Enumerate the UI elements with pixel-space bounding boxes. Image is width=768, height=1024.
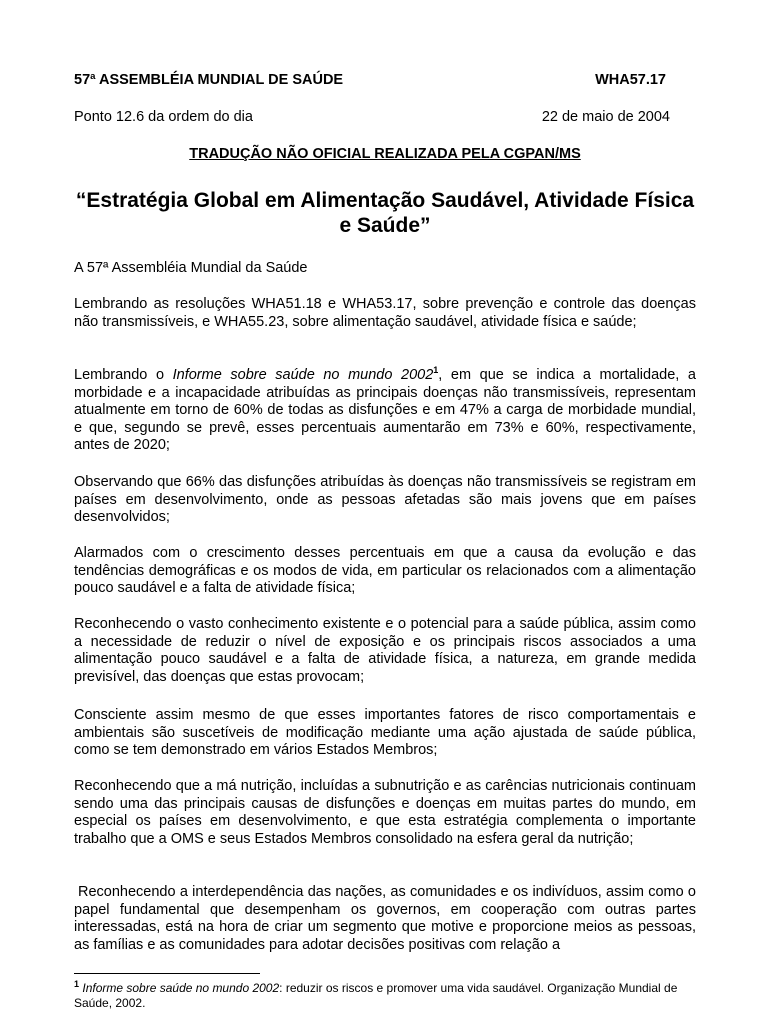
header-line-2 (74, 109, 696, 125)
paragraph-5: Reconhecendo o vasto conhecimento existente e o potencial para a saúde pública, assim como a necessidade de reduzir o nível de exposição e os principais riscos associados a uma alimentação pouco saudável e a falta de atividade física, a natureza, em grande medida previsível, das doenças que estas provocam; (74, 616, 696, 685)
document-date: 22 de maio de 2004 (541, 109, 670, 125)
footnote-report-title: Informe sobre saúde no mundo 2002 (82, 981, 280, 995)
footnote-reference: 1 (433, 365, 439, 376)
paragraph-8: Reconhecendo a interdependência das nações, as comunidades e os indivíduos, assim como o papel fundamental que desempenham os governos, em cooperação com outras partes interessadas, está na hora de criar um segmento que motive e proporcione meios as pessoas, as famílias e as comunidades para adotar decisões positivas com relação a (74, 884, 696, 953)
agenda-item: Ponto 12.6 da ordem do dia (74, 109, 253, 125)
intro-line: A 57ª Assembléia Mundial da Saúde (74, 260, 308, 276)
paragraph-1: Lembrando as resoluções WHA51.18 e WHA53.17, sobre prevenção e controle das doenças não transmissíveis, e WHA55.23, sobre alimentação saudável, atividade física e saúde; (74, 296, 696, 330)
paragraph-2 (74, 367, 696, 455)
report-title: Informe sobre saúde no mundo 2002 (172, 367, 434, 383)
paragraph-4: Alarmados com o crescimento desses percentuais em que a causa da evolução e das tendências demográficas e os modos de vida, em particular os relacionados com a alimentação pouco saudável e a falta de atividade física; (74, 545, 696, 596)
footnote-text: : reduzir os riscos e promover uma vida saudável. Organização Mundial de Saúde, 2002. (74, 981, 678, 1010)
header-line-1 (74, 72, 696, 88)
footnote (74, 981, 696, 1011)
paragraph-3: Observando que 66% das disfunções atribuídas às doenças não transmissíveis se registram em países em desenvolvimento, onde as pessoas afetadas são mais jovens que em países desenvolvidos; (74, 474, 696, 525)
footnote-separator (74, 973, 260, 974)
p2-text-start: Lembrando o (74, 367, 173, 383)
translation-note: TRADUÇÃO NÃO OFICIAL REALIZADA PELA CGPAN/MS (189, 146, 581, 162)
paragraph-6: Consciente assim mesmo de que esses importantes fatores de risco comportamentais e ambientais são suscetíveis de modificação mediante uma ação ajustada de saúde pública, como se tem demonstrado em vários Estados Membros; (74, 707, 696, 758)
p2-text-end: , em que se indica a mortalidade, a morbidade e a incapacidade atribuídas as principais doenças não transmissíveis, representam atualmente em torno de 60% de todas as disfunções e em 47% a carga de morbidade mundial, e que, segundo se prevê, esses percentuais aumentarão em 73% e 60%, respectivamente, antes de 2020; (74, 367, 696, 453)
assembly-name: 57ª ASSEMBLÉIA MUNDIAL DE SAÚDE (74, 72, 344, 88)
paragraph-7: Reconhecendo que a má nutrição, incluídas a subnutrição e as carências nutricionais continuam sendo uma das principais causas de disfunções e doenças em muitas partes do mundo, em especial os países em desenvolvimento, e que esta estratégia complementa o importante trabalho que a OMS e seus Estados Membros consolidado na esfera geral da nutrição; (74, 778, 696, 847)
document-title: “Estratégia Global em Alimentação Saudável, Atividade Física e Saúde” (75, 189, 695, 237)
resolution-code: WHA57.17 (595, 72, 666, 88)
footnote-marker: 1 (74, 979, 80, 989)
